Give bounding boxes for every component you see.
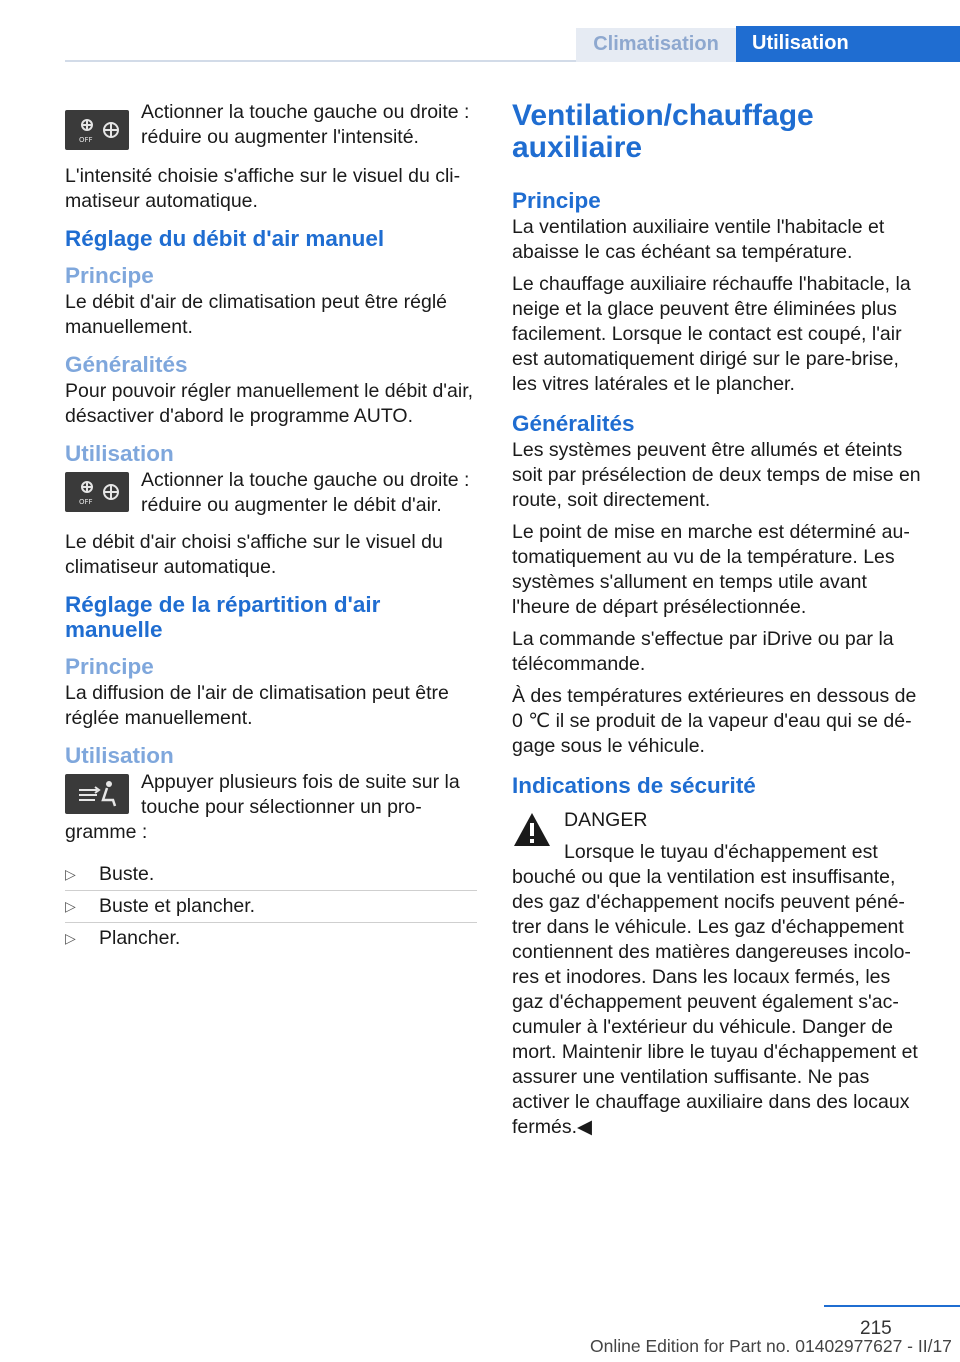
subheading-principle-2: Principe [65, 654, 154, 679]
fan-intensity-key-icon [65, 110, 129, 150]
warning-triangle-icon [512, 810, 552, 850]
danger-block [512, 808, 927, 1140]
subheading-safety: Indications de sécurité [512, 773, 756, 798]
paragraph: Appuyer plusieurs fois de suite sur la touche pour sélectionner un programme : [65, 771, 460, 843]
paragraph: Le débit d'air choisi s'affiche sur le visuel du climatiseur automatique. [65, 531, 443, 578]
danger-label: DANGER [564, 809, 648, 831]
triangle-bullet-icon: ▷ [65, 866, 76, 882]
paragraph: Pour pouvoir régler manuellement le débit d'air, désactiver d'abord le programme AUTO. [65, 380, 474, 427]
list-item: ▷ Buste. [65, 859, 477, 891]
paragraph: La commande s'effectue par iDrive ou par la télécommande. [512, 628, 894, 675]
program-list [65, 859, 477, 954]
paragraph: Le point de mise en marche est déterminé automatiquement au vu de la température. Les systèmes s'allument en temps utile avant l'heure de départ présélectionnée. [512, 521, 910, 618]
heading-manual-airflow: Réglage du débit d'air manuel [65, 226, 385, 251]
subheading-usage-2: Utilisation [65, 743, 174, 768]
fan-intensity-key-icon [65, 472, 129, 512]
fan-key-block-2 [65, 468, 477, 518]
subheading-principle: Principe [512, 188, 601, 213]
paragraph: Les systèmes peuvent être allumés et éteints soit par présélection de deux temps de mise en route, soit directement. [512, 439, 921, 511]
heading-auxiliary-heating: Ventilation/chauffage auxiliaire [512, 99, 814, 164]
edition-note: Online Edition for Part no. 01402977627 - II/17 [590, 1336, 952, 1356]
footer-rule [824, 1305, 960, 1307]
heading-manual-distribution: Réglage de la répartition d'air manuelle [65, 592, 381, 642]
paragraph: L'intensité choisie s'affiche sur le visuel du climatiseur automatique. [65, 165, 461, 212]
subheading-general: Généralités [512, 411, 635, 436]
air-distribution-key-block [65, 770, 477, 845]
list-item: ▷ Buste et plancher. [65, 891, 477, 923]
svg-text:OFF: OFF [79, 136, 93, 144]
right-column [512, 100, 927, 1140]
fan-key-block [65, 100, 477, 154]
triangle-bullet-icon: ▷ [65, 898, 76, 914]
paragraph: Actionner la touche gauche ou droite : réduire ou augmenter le débit d'air. [141, 469, 470, 516]
subheading-usage: Utilisation [65, 441, 174, 466]
list-item: ▷ Plancher. [65, 927, 181, 949]
header-section-tab[interactable]: Climatisation [576, 28, 736, 62]
paragraph: À des températures extérieures en dessous de 0 ℃ il se produit de la vapeur d'eau qui se dégage sous le véhicule. [512, 685, 917, 757]
air-distribution-key-icon [65, 774, 129, 814]
paragraph: Le débit d'air de climatisation peut être réglé manuellement. [65, 291, 448, 338]
paragraph: Actionner la touche gauche ou droite : réduire ou augmenter l'intensité. [141, 101, 470, 148]
subheading-general: Généralités [65, 352, 188, 377]
danger-text: Lorsque le tuyau d'échappement est bouché ou que la ventilation est insuffisante, des gaz d'échappement nocifs peuvent pénétrer dans le véhicule. Les gaz d'échappement contiennent des matières dangereuses incolores et inodores. Dans les locaux fermés, les gaz d'échappement peuvent également s'accumuler à l'extérieur du véhicule. Danger de mort. Maintenir libre le tuyau d'échappement et assurer une ventilation suffisante. Ne pas activer le chauffage auxiliaire dans des locaux fermés.◀ [512, 841, 918, 1138]
svg-text:OFF: OFF [79, 498, 93, 506]
header-chapter-tab[interactable]: Utilisation [736, 26, 960, 62]
triangle-bullet-icon: ▷ [65, 930, 76, 946]
paragraph: La diffusion de l'air de climatisation peut être réglée manuellement. [65, 682, 449, 729]
left-column [65, 100, 477, 954]
paragraph: La ventilation auxiliaire ventile l'habitacle et abaisse le cas échéant sa température. [512, 216, 885, 263]
subheading-principle: Principe [65, 263, 154, 288]
paragraph: Le chauffage auxiliaire réchauffe l'habitacle, la neige et la glace peuvent être éliminées plus facilement. Lorsque le contact est coupé, l'air est automatiquement dirigé sur le pare-brise, les vitres latérales et le plancher. [512, 273, 911, 395]
page-number: 215 [860, 1318, 892, 1339]
